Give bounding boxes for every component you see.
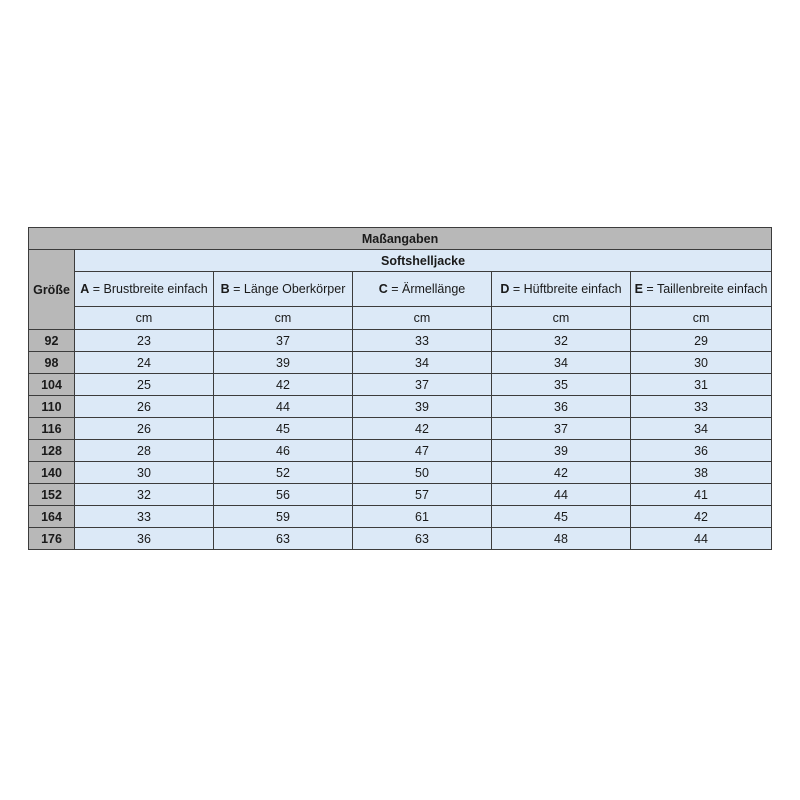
unit-label: cm: [631, 307, 772, 330]
column-letter: E: [634, 282, 643, 296]
size-label: 164: [29, 506, 75, 528]
table-row: [29, 352, 772, 374]
measurement-cell: 25: [75, 374, 214, 396]
size-label: 92: [29, 330, 75, 352]
measurement-cell: 46: [214, 440, 353, 462]
column-header-e: [631, 272, 772, 307]
measurement-cell: 30: [631, 352, 772, 374]
measurement-cell: 33: [353, 330, 492, 352]
measurement-cell: 63: [353, 528, 492, 550]
measurement-cell: 28: [75, 440, 214, 462]
column-header-b: [214, 272, 353, 307]
measurement-cell: 36: [631, 440, 772, 462]
column-header-row: [29, 272, 772, 307]
measurement-cell: 44: [631, 528, 772, 550]
measurement-cell: 26: [75, 396, 214, 418]
size-label: 128: [29, 440, 75, 462]
column-label: = Brustbreite einfach: [89, 282, 208, 296]
size-label: 116: [29, 418, 75, 440]
column-header-c: [353, 272, 492, 307]
measurement-cell: 34: [492, 352, 631, 374]
measurement-cell: 42: [631, 506, 772, 528]
measurement-cell: 32: [492, 330, 631, 352]
table-row: [29, 396, 772, 418]
measurement-cell: 56: [214, 484, 353, 506]
column-letter: D: [500, 282, 510, 296]
size-label: 104: [29, 374, 75, 396]
measurement-cell: 23: [75, 330, 214, 352]
measurement-cell: 45: [492, 506, 631, 528]
measurement-cell: 45: [214, 418, 353, 440]
column-letter: B: [220, 282, 230, 296]
column-header-d: [492, 272, 631, 307]
size-label: 98: [29, 352, 75, 374]
product-subtitle: Softshelljacke: [75, 250, 772, 272]
measurement-cell: 48: [492, 528, 631, 550]
table-row: [29, 484, 772, 506]
column-label: = Ärmellänge: [387, 282, 466, 296]
measurement-cell: 35: [492, 374, 631, 396]
size-table: [28, 227, 772, 550]
measurement-cell: 59: [214, 506, 353, 528]
size-label: 140: [29, 462, 75, 484]
measurement-cell: 57: [353, 484, 492, 506]
measurement-cell: 37: [353, 374, 492, 396]
table-row: [29, 330, 772, 352]
measurement-cell: 26: [75, 418, 214, 440]
unit-label: cm: [75, 307, 214, 330]
measurement-cell: 61: [353, 506, 492, 528]
column-label: = Länge Oberkörper: [229, 282, 346, 296]
measurement-cell: 24: [75, 352, 214, 374]
measurement-cell: 47: [353, 440, 492, 462]
size-column-header: Größe: [29, 250, 75, 330]
measurement-cell: 37: [214, 330, 353, 352]
measurement-cell: 39: [492, 440, 631, 462]
size-rows: [29, 330, 772, 550]
measurement-cell: 36: [75, 528, 214, 550]
column-label: = Hüftbreite einfach: [509, 282, 622, 296]
size-label: 110: [29, 396, 75, 418]
measurement-cell: 50: [353, 462, 492, 484]
measurement-cell: 39: [214, 352, 353, 374]
measurement-cell: 42: [492, 462, 631, 484]
measurement-cell: 63: [214, 528, 353, 550]
table-row: [29, 506, 772, 528]
measurement-cell: 31: [631, 374, 772, 396]
measurement-cell: 52: [214, 462, 353, 484]
table-title: Maßangaben: [29, 228, 772, 250]
size-label: 152: [29, 484, 75, 506]
size-chart: [28, 227, 771, 550]
title-row: [29, 228, 772, 250]
measurement-cell: 34: [631, 418, 772, 440]
measurement-cell: 44: [492, 484, 631, 506]
unit-row: [29, 307, 772, 330]
measurement-cell: 29: [631, 330, 772, 352]
table-row: [29, 418, 772, 440]
measurement-cell: 38: [631, 462, 772, 484]
measurement-cell: 32: [75, 484, 214, 506]
measurement-cell: 36: [492, 396, 631, 418]
measurement-cell: 42: [353, 418, 492, 440]
column-letter: C: [378, 282, 388, 296]
measurement-cell: 30: [75, 462, 214, 484]
measurement-cell: 34: [353, 352, 492, 374]
table-row: [29, 528, 772, 550]
table-row: [29, 440, 772, 462]
measurement-cell: 42: [214, 374, 353, 396]
measurement-cell: 41: [631, 484, 772, 506]
table-row: [29, 462, 772, 484]
column-letter: A: [80, 282, 90, 296]
unit-label: cm: [353, 307, 492, 330]
measurement-cell: 37: [492, 418, 631, 440]
subtitle-row: [29, 250, 772, 272]
measurement-cell: 33: [631, 396, 772, 418]
column-header-a: [75, 272, 214, 307]
measurement-cell: 33: [75, 506, 214, 528]
unit-label: cm: [492, 307, 631, 330]
measurement-cell: 39: [353, 396, 492, 418]
unit-label: cm: [214, 307, 353, 330]
table-row: [29, 374, 772, 396]
size-label: 176: [29, 528, 75, 550]
measurement-cell: 44: [214, 396, 353, 418]
column-label: = Taillenbreite einfach: [642, 282, 768, 296]
